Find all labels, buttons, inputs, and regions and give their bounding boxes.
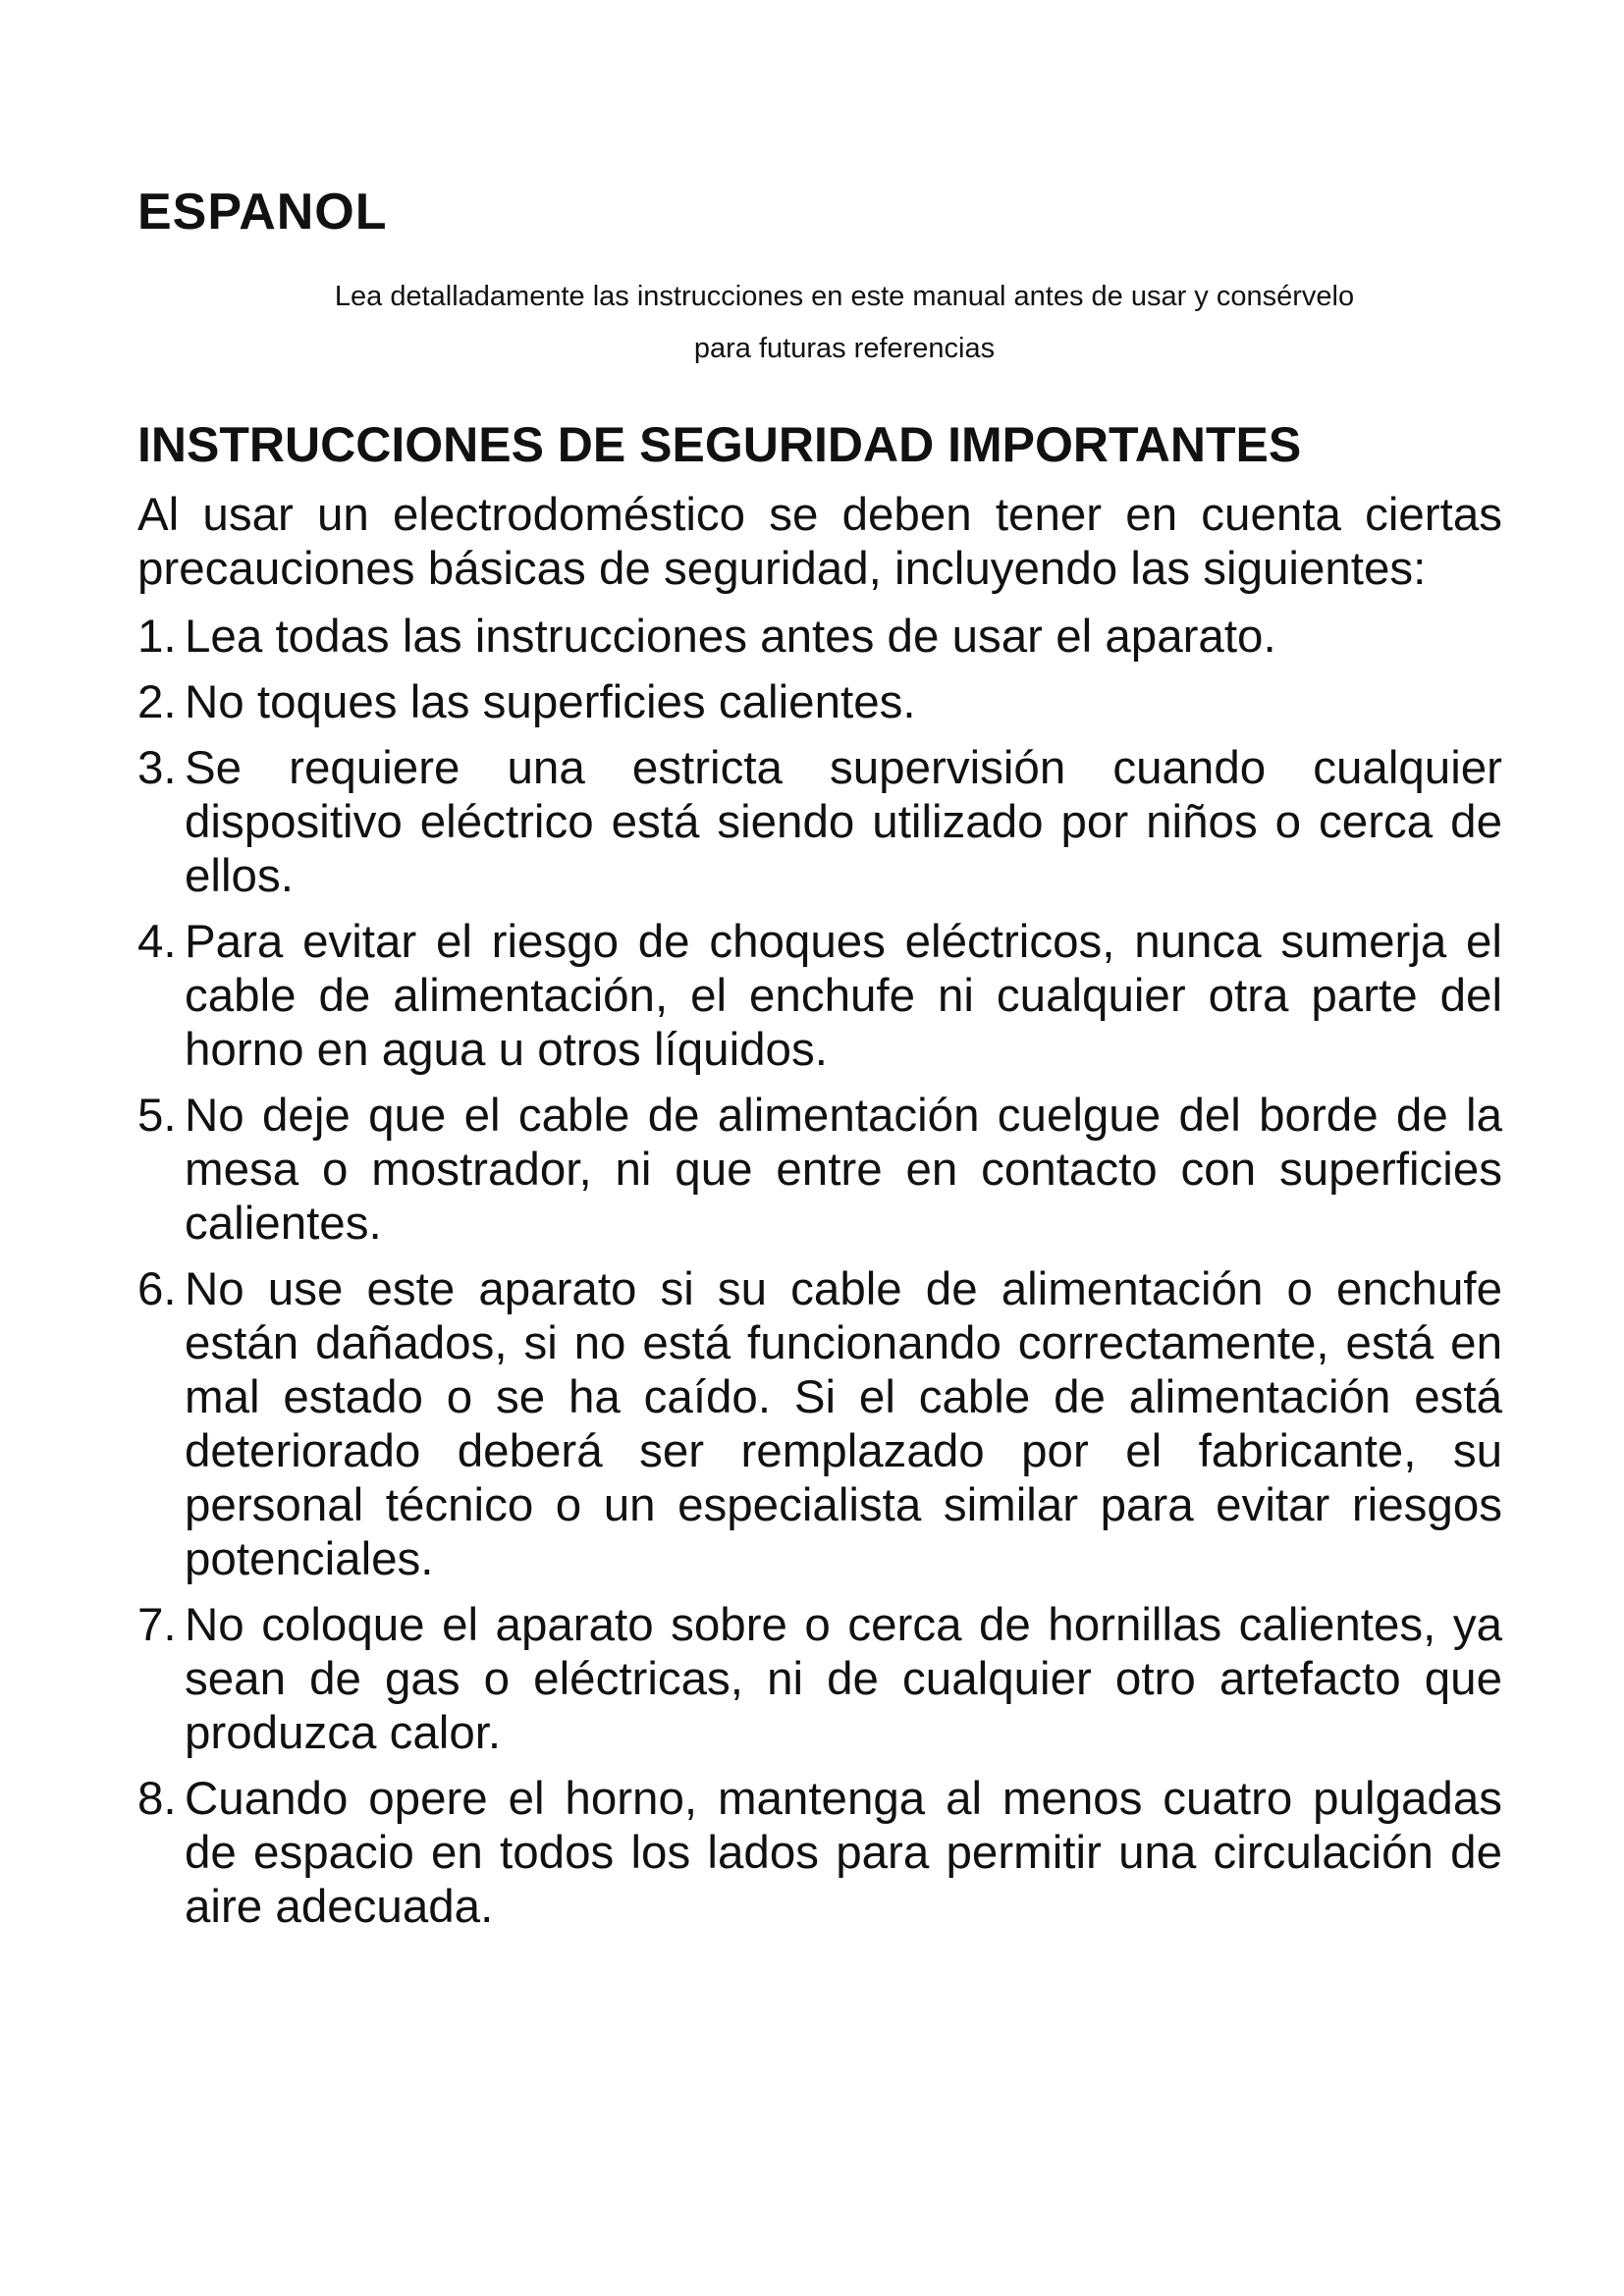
intro-line-2: para futuras referencias [693, 333, 996, 364]
safety-section-title: INSTRUCCIONES DE SEGURIDAD IMPORTANTES [137, 417, 1302, 472]
list-item-text: Se requiere una estricta supervisión cuando cualquier dispositivo eléctrico está siendo utilizado por niños o cerca de ellos. [185, 742, 1502, 902]
list-item [137, 675, 1502, 729]
list-item [137, 1089, 1502, 1251]
list-item-number: 4. [137, 916, 177, 968]
list-item-text: No toques las superficies calientes. [185, 676, 916, 728]
list-item-number: 6. [137, 1263, 177, 1315]
intro-note [137, 271, 1551, 375]
list-item-text: No use este aparato si su cable de alimentación o enchufe están dañados, si no está funcionando correctamente, está en mal estado o se ha caído. Si el cable de alimentación está deteriorado deberá ser remplazado por el fabricante, su personal técnico o un especialista similar para evitar riesgos potenciales. [185, 1263, 1502, 1585]
list-item-text: Para evitar el riesgo de choques eléctricos, nunca sumerja el cable de alimentación, el enchufe ni cualquier otra parte del horno en agua u otros líquidos. [185, 916, 1502, 1076]
list-item-number: 1. [137, 611, 177, 663]
list-item-number: 7. [137, 1599, 177, 1651]
list-item-text: Cuando opere el horno, mantenga al menos cuatro pulgadas de espacio en todos los lados para permitir una circulación de aire adecuada. [185, 1773, 1502, 1933]
list-item-number: 5. [137, 1090, 177, 1142]
list-item-text: No coloque el aparato sobre o cerca de hornillas calientes, ya sean de gas o eléctricas, ni de cualquier otro artefacto que produzca calor. [185, 1599, 1502, 1759]
safety-lead-paragraph: Al usar un electrodoméstico se deben tener en cuenta ciertas precauciones básicas de seguridad, incluyendo las siguientes: [137, 489, 1502, 595]
list-item [137, 915, 1502, 1077]
language-heading: ESPANOL [137, 184, 388, 240]
list-item-number: 3. [137, 742, 177, 794]
list-item-text: Lea todas las instrucciones antes de usar el aparato. [185, 611, 1276, 663]
list-item [137, 741, 1502, 903]
list-item [137, 610, 1502, 664]
safety-instructions [137, 488, 1502, 1946]
list-item-number: 8. [137, 1773, 177, 1825]
list-item [137, 1598, 1502, 1760]
intro-line-1: Lea detalladamente las instrucciones en este manual antes de usar y consérvelo [334, 281, 1355, 312]
list-item [137, 1262, 1502, 1586]
list-item-number: 2. [137, 676, 177, 728]
safety-rules-list [137, 610, 1502, 1934]
list-item-text: No deje que el cable de alimentación cuelgue del borde de la mesa o mostrador, ni que entre en contacto con superficies calientes. [185, 1090, 1502, 1250]
list-item [137, 1772, 1502, 1934]
